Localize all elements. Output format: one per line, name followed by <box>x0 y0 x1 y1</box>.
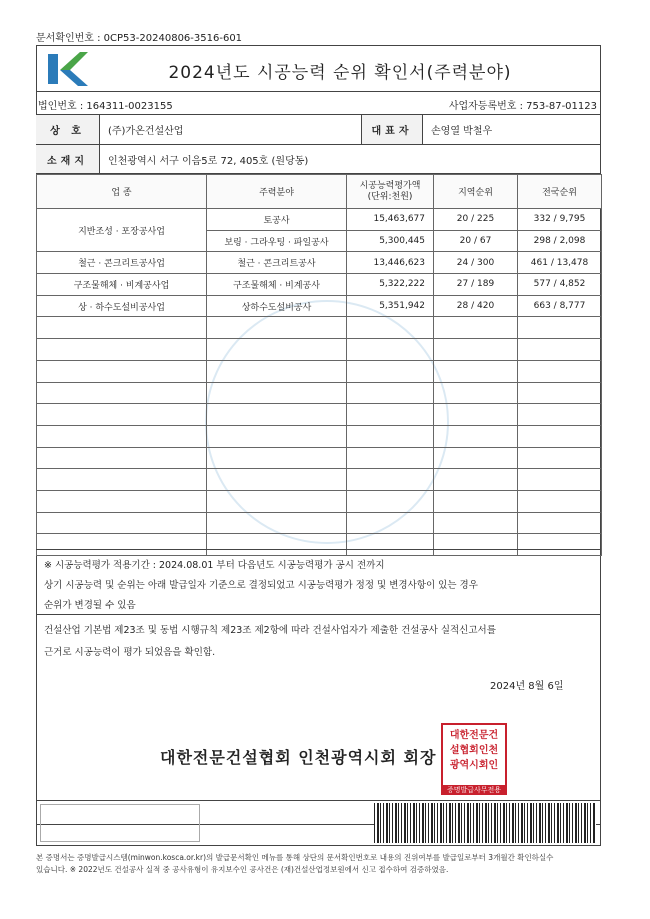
regional-rank-cell: 20 / 225 <box>434 209 518 231</box>
empty-cell <box>434 490 518 512</box>
amount-cell: 5,322,222 <box>347 274 434 296</box>
national-rank-cell: 332 / 9,795 <box>518 209 602 231</box>
empty-cell <box>518 339 602 361</box>
empty-cell <box>434 382 518 404</box>
empty-cell <box>434 425 518 447</box>
confirmation-line: 근거로 시공능력이 평가 되었음을 확인함. <box>44 647 216 658</box>
industry-cell: 상 · 하수도설비공사업 <box>37 295 207 317</box>
name-label: 상 호 <box>36 115 100 144</box>
table-row <box>37 209 602 231</box>
empty-cell <box>434 360 518 382</box>
empty-cell <box>434 469 518 491</box>
empty-cell <box>207 490 347 512</box>
confirmation-line: 건설산업 기본법 제23조 및 동법 시행규칙 제23조 제2항에 따라 건설사업자가 제출한 건설공사 실적신고서를 <box>44 625 496 636</box>
empty-cell <box>207 512 347 534</box>
amount-cell: 5,300,445 <box>347 230 434 252</box>
notice-text: 상기 시공능력 및 순위는 아래 발급일자 기준으로 결정되었고 시공능력평가 정정 및 변경사항이 있는 경우 <box>44 580 478 591</box>
empty-table-row <box>37 490 602 512</box>
footer-line: 있습니다. ※ 2022년도 건설공사 실적 중 공사유형이 유지보수인 공사건은 (재)건설산업정보원에서 신고 접수하여 검증하였음. <box>36 865 449 874</box>
header-regional-rank: 지역순위 <box>434 175 518 209</box>
regional-rank-cell: 24 / 300 <box>434 252 518 274</box>
empty-cell <box>207 339 347 361</box>
empty-cell <box>207 317 347 339</box>
confirmation-text <box>44 620 594 664</box>
amount-cell: 5,351,942 <box>347 295 434 317</box>
empty-cell <box>434 512 518 534</box>
national-rank-cell: 461 / 13,478 <box>518 252 602 274</box>
empty-cell <box>518 360 602 382</box>
header-amount: 시공능력평가액 (단위:천원) <box>347 175 434 209</box>
header-industry: 업 종 <box>37 175 207 209</box>
document-confirm-number: 문서확인번호 : 0CP53-20240806-3516-601 <box>36 33 243 44</box>
national-rank-cell: 663 / 8,777 <box>518 295 602 317</box>
empty-cell <box>347 425 434 447</box>
empty-cell <box>207 382 347 404</box>
industry-cell: 지반조성 · 포장공사업 <box>37 209 207 252</box>
field-cell: 철근 · 콘크리트공사 <box>207 252 347 274</box>
empty-table-row <box>37 382 602 404</box>
empty-cell <box>347 469 434 491</box>
field-cell: 보링 · 그라우팅 · 파일공사 <box>207 230 347 252</box>
seal-text: 광역시회인 <box>449 760 499 771</box>
field-cell: 상하수도설비공사 <box>207 295 347 317</box>
issuer-name: 대한전문건설협회 인천광역시회 회장 <box>160 748 437 767</box>
regional-rank-cell: 20 / 67 <box>434 230 518 252</box>
national-rank-cell: 298 / 2,098 <box>518 230 602 252</box>
company-name: (주)가온건설산업 <box>108 126 184 137</box>
header-field: 주력분야 <box>207 175 347 209</box>
business-number: 사업자등록번호 : 753-87-01123 <box>448 101 597 112</box>
empty-table-row <box>37 360 602 382</box>
empty-cell <box>37 490 207 512</box>
empty-cell <box>207 447 347 469</box>
empty-cell <box>518 317 602 339</box>
empty-table-row <box>37 339 602 361</box>
empty-cell <box>37 512 207 534</box>
empty-cell <box>518 447 602 469</box>
registration-row <box>36 92 601 115</box>
name-row <box>36 115 601 145</box>
empty-cell <box>347 490 434 512</box>
regional-rank-cell: 27 / 189 <box>434 274 518 296</box>
kosca-logo-icon <box>46 50 90 88</box>
corp-number: 법인번호 : 164311-0023155 <box>38 101 173 112</box>
empty-table-row <box>37 317 602 339</box>
notice-box <box>36 549 601 615</box>
empty-cell <box>207 425 347 447</box>
footer-line: 본 증명서는 증명발급시스템(minwon.kosca.or.kr)의 발급문서확인 메뉴를 통해 상단의 문서확인번호로 내용의 진위여부를 발급일로부터 3개월간 확인하실수 <box>36 853 554 862</box>
footer-note <box>36 852 611 876</box>
empty-cell <box>347 317 434 339</box>
empty-cell <box>434 317 518 339</box>
empty-cell <box>207 360 347 382</box>
address-value: 인천광역시 서구 이음5로 72, 405호 (원당동) <box>108 155 309 167</box>
empty-cell <box>37 447 207 469</box>
regional-rank-cell: 28 / 420 <box>434 295 518 317</box>
empty-cell <box>347 447 434 469</box>
empty-cell <box>207 404 347 426</box>
amount-cell: 13,446,623 <box>347 252 434 274</box>
empty-cell <box>207 469 347 491</box>
empty-cell <box>37 339 207 361</box>
table-row <box>37 252 602 274</box>
representative-name: 손영열 박철우 <box>431 126 493 137</box>
empty-cell <box>518 382 602 404</box>
empty-cell <box>347 512 434 534</box>
issue-date: 2024년 8월 6일 <box>490 681 564 692</box>
page-title: 2024년도 시공능력 순위 확인서(주력분야) <box>168 63 512 83</box>
empty-cell <box>518 404 602 426</box>
field-cell: 토공사 <box>207 209 347 231</box>
field-cell: 구조물해체 · 비계공사 <box>207 274 347 296</box>
seal-text: 설협회인천 <box>449 745 499 756</box>
empty-cell <box>518 425 602 447</box>
empty-table-row <box>37 425 602 447</box>
empty-cell <box>518 512 602 534</box>
table-row <box>37 274 602 296</box>
barcode-icon <box>374 803 596 843</box>
representative-label: 대표자 <box>361 115 423 144</box>
empty-table-row <box>37 447 602 469</box>
empty-table-row <box>37 512 602 534</box>
official-seal <box>441 723 507 789</box>
industry-cell: 철근 · 콘크리트공사업 <box>37 252 207 274</box>
empty-cell <box>347 339 434 361</box>
seal-caption: 증명발급사무전용 <box>441 785 507 795</box>
empty-cell <box>347 382 434 404</box>
empty-cell <box>37 469 207 491</box>
qr-code-area <box>40 804 200 842</box>
empty-table-row <box>37 404 602 426</box>
empty-cell <box>37 382 207 404</box>
notice-period: ※ 시공능력평가 적용기간 : 2024.08.01 부터 다음년도 시공능력평가 공시 전까지 <box>44 560 385 571</box>
header-national-rank: 전국순위 <box>518 175 602 209</box>
industry-cell: 구조물해체 · 비계공사업 <box>37 274 207 296</box>
empty-cell <box>37 404 207 426</box>
empty-cell <box>434 404 518 426</box>
national-rank-cell: 577 / 4,852 <box>518 274 602 296</box>
address-label: 소재지 <box>36 145 100 173</box>
amount-cell: 15,463,677 <box>347 209 434 231</box>
empty-cell <box>518 469 602 491</box>
ranking-table <box>36 174 602 556</box>
empty-cell <box>347 404 434 426</box>
empty-cell <box>518 490 602 512</box>
seal-text: 대한전문건 <box>449 730 499 741</box>
empty-cell <box>434 339 518 361</box>
empty-cell <box>37 425 207 447</box>
empty-table-row <box>37 469 602 491</box>
table-header-row <box>37 175 602 209</box>
empty-cell <box>37 360 207 382</box>
address-row <box>36 145 601 174</box>
empty-cell <box>434 447 518 469</box>
notice-text-cont: 순위가 변경될 수 있음 <box>44 600 136 611</box>
empty-cell <box>347 360 434 382</box>
empty-cell <box>37 317 207 339</box>
table-row <box>37 295 602 317</box>
